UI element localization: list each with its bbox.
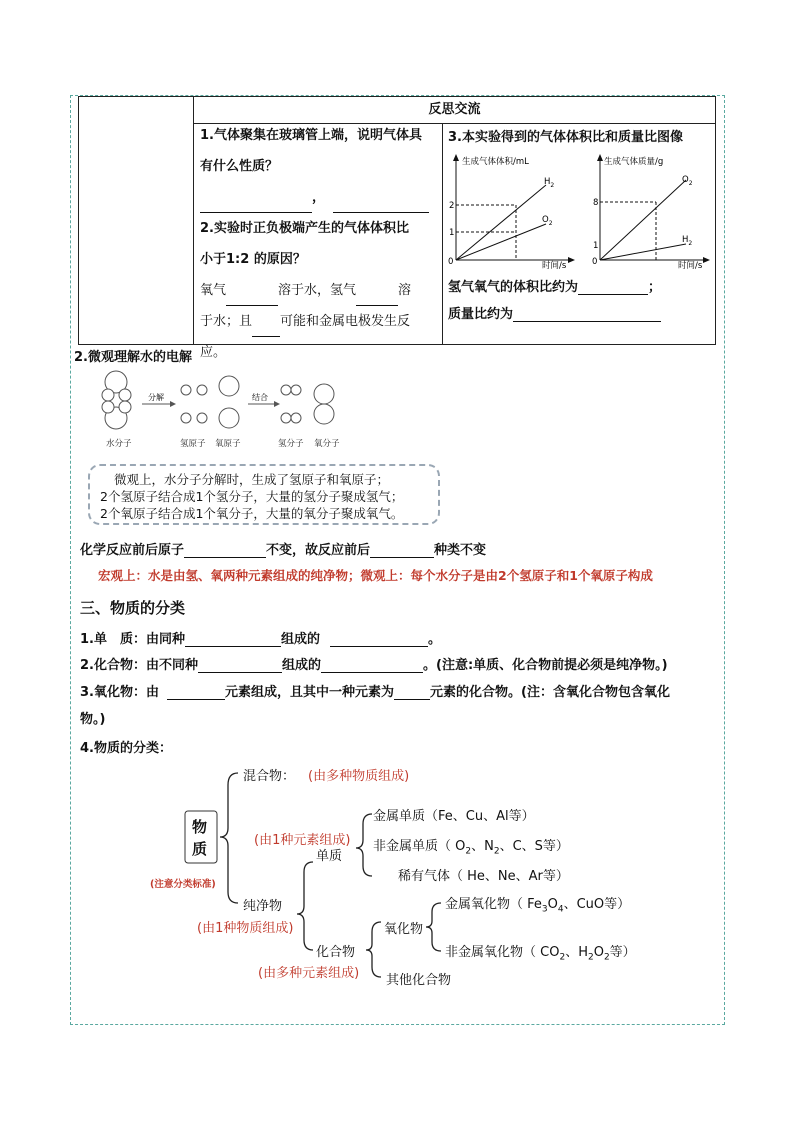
bubble-line1: 微观上，水分子分解时，生成了氢原子和氧原子； — [114, 472, 390, 487]
origin: 0 — [592, 257, 598, 267]
section-title: 三、物质的分类 — [80, 599, 186, 617]
subscript: 2 — [587, 952, 594, 963]
q2-line1: 2.实验时正负极端产生的气体体积比 — [200, 221, 409, 236]
subscript: 3 — [541, 904, 548, 915]
text: 溶 — [398, 283, 412, 298]
subscript: 2 — [493, 846, 500, 857]
h2-label: $H_2$ — [544, 177, 555, 189]
subscript: 2 — [465, 846, 472, 857]
text: 3.氧化物：由 — [80, 685, 159, 700]
nonmetal-element — [373, 835, 569, 857]
text: 溶于水，氢气 — [278, 283, 357, 298]
text: 质量比约为 — [448, 307, 514, 322]
compound: 化合物 — [316, 945, 356, 960]
macro-micro-note: 宏观上：水是由氢、氧两种元素组成的纯净物；微观上：每个水分子是由2个氢原子和1个氧原子构成 — [98, 568, 653, 583]
text: 组成的 — [280, 632, 320, 647]
arrow2-label: 结合 — [252, 393, 268, 402]
root-char1: 物 — [192, 818, 208, 836]
table-header: 反思交流 — [194, 97, 716, 124]
text: 、C、S等） — [499, 839, 569, 854]
label-o-atom: 氧原子 — [215, 439, 241, 449]
element: 单质 — [316, 849, 343, 864]
text: 、N — [471, 839, 494, 854]
text: 组成的 — [281, 658, 321, 673]
compound-note: (由多种元素组成) — [258, 966, 360, 981]
tick-1: 1 — [449, 228, 455, 238]
subscript: 2 — [603, 952, 610, 963]
arrow1-label: 分解 — [148, 393, 164, 402]
xlabel: 时间/s — [542, 261, 567, 271]
nonmetal-oxide — [445, 941, 636, 963]
mixture: 混合物： — [243, 769, 296, 784]
tick-8: 8 — [593, 198, 599, 208]
text: O — [547, 897, 558, 912]
text: 氧气 — [200, 283, 227, 298]
pure-substance: 纯净物 — [243, 899, 283, 914]
text: ； — [648, 280, 662, 295]
q2-line2: 小于1:2 的原因？ — [200, 252, 306, 267]
ylabel: 生成气体体积/mL — [462, 157, 529, 167]
o2-label: $O_2$ — [542, 215, 553, 227]
noble-gas: 稀有气体（ He、Ne、Ar等） — [398, 869, 569, 884]
label-water: 水分子 — [106, 439, 132, 449]
text: 不变，故反应前后 — [266, 543, 371, 558]
label-h2: 氢分子 — [278, 439, 304, 449]
text: 。(注意:单质、化合物前提必须是纯净物。) — [423, 658, 668, 673]
item4: 4.物质的分类： — [80, 741, 172, 756]
label-h-atom: 氢原子 — [180, 439, 206, 449]
micro-title: 2.微观理解水的电解 — [74, 350, 192, 365]
label-o2: 氧分子 — [314, 439, 340, 449]
tick-2: 2 — [449, 201, 455, 211]
text: 1.单 质：由同种 — [80, 632, 185, 647]
ylabel: 生成气体质量/g — [604, 157, 664, 167]
origin: 0 — [448, 257, 454, 267]
item3-cont: 物。) — [80, 712, 106, 727]
other-compounds: 其他化合物 — [386, 973, 452, 988]
text: 金属氧化物（ Fe — [445, 897, 542, 912]
text: 化学反应前后原子 — [80, 543, 185, 558]
text: 等） — [609, 945, 636, 960]
metal-element: 金属单质（Fe、Cu、Al等） — [373, 809, 535, 824]
text: 非金属单质（ O — [373, 839, 466, 854]
text: 于水；且 — [200, 314, 253, 329]
mixture-note: (由多种物质组成) — [308, 769, 410, 784]
text: 元素组成，且其中一种元素为 — [224, 685, 394, 700]
text: O — [593, 945, 604, 960]
subscript: 4 — [557, 904, 564, 915]
text: 、CuO等） — [563, 897, 631, 912]
text: 氢气氧气的体积比约为 — [448, 280, 579, 295]
element-note: (由1种元素组成) — [254, 833, 351, 848]
q1-line1: 1.气体聚集在玻璃管上端，说明气体具 — [200, 128, 422, 143]
metal-oxide — [445, 893, 630, 915]
text: 2.化合物：由不同种 — [80, 658, 198, 673]
bubble-line3: 2个氧原子结合成1个氧分子，大量的氧分子聚成氧气。 — [100, 506, 404, 521]
bubble-line2: 2个氢原子结合成1个氢分子，大量的氢分子聚成氢气； — [100, 489, 404, 504]
q3-title: 3.本实验得到的气体体积比和质量比图像 — [448, 130, 683, 145]
pure-note: (由1种物质组成) — [197, 921, 294, 936]
subscript: 2 — [559, 952, 566, 963]
text: 。 — [428, 632, 442, 647]
text: 元素的化合物。(注：含氧化合物包含氧化 — [430, 685, 670, 700]
text: 种类不变 — [434, 543, 487, 558]
q2-line5: 应。 — [200, 345, 227, 360]
root-char2: 质 — [192, 840, 208, 858]
oxide: 氧化物 — [384, 922, 424, 937]
text: 非金属氧化物（ CO — [445, 945, 560, 960]
o2-label: $O_2$ — [682, 175, 693, 187]
h2-label: $H_2$ — [682, 235, 693, 247]
comma: ， — [312, 190, 326, 205]
tick-1: 1 — [593, 241, 599, 251]
text: 可能和金属电极发生反 — [280, 314, 411, 329]
xlabel: 时间/s — [678, 261, 703, 271]
text: 、H — [565, 945, 588, 960]
q1-line2: 有什么性质？ — [200, 159, 279, 174]
root-note: (注意分类标准) — [150, 879, 216, 890]
